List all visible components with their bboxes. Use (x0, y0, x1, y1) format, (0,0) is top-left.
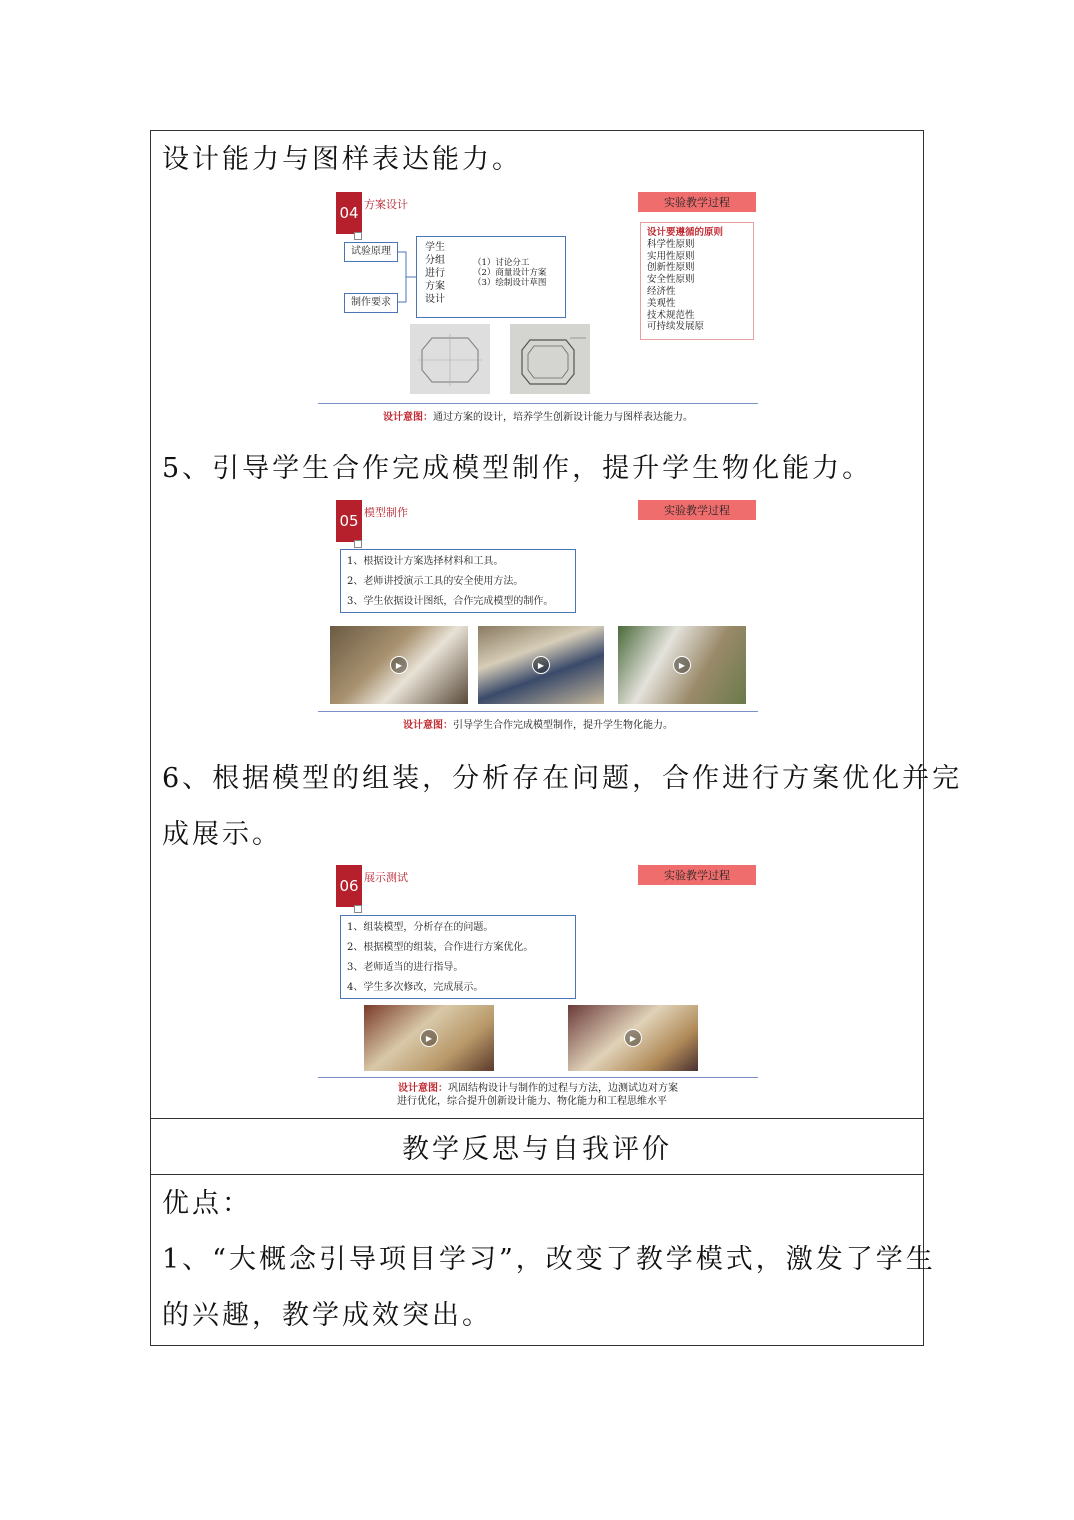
step-item: 1、组装模型，分析存在的问题。 (347, 922, 494, 933)
step-item: （2）商量设计方案 (473, 268, 547, 278)
table-row-divider (150, 1174, 924, 1175)
video-thumbnail[interactable] (618, 626, 746, 704)
slide-badge: 实验教学过程 (638, 865, 756, 885)
group-label-line: 方案 (425, 281, 445, 292)
body-line: 设计能力与图样表达能力。 (162, 144, 522, 175)
group-label-line: 设计 (425, 294, 445, 305)
slide-caption (318, 403, 758, 423)
video-thumbnail[interactable] (364, 1005, 494, 1071)
play-icon[interactable]: ▶ (532, 656, 550, 674)
slide-number: 06 (336, 865, 362, 907)
principles-box (640, 222, 754, 340)
step-item: 2、根据模型的组装，合作进行方案优化。 (347, 942, 534, 953)
merit-label: 优点： (162, 1188, 252, 1219)
step-item: 4、学生多次修改，完成展示。 (347, 982, 484, 993)
caption-text: 通过方案的设计，培养学生创新设计能力与图样表达能力。 (433, 412, 693, 423)
slide-badge: 实验教学过程 (638, 500, 756, 520)
caption-key: 设计意图： (403, 720, 453, 731)
group-label-line: 进行 (425, 268, 445, 279)
play-icon[interactable]: ▶ (420, 1029, 438, 1047)
slide-title: 展示测试 (364, 871, 408, 884)
play-icon[interactable]: ▶ (624, 1029, 642, 1047)
group-label-line: 学生 (425, 242, 445, 253)
step-item: 3、老师适当的进行指导。 (347, 962, 464, 973)
step-item: 2、老师讲授演示工具的安全使用方法。 (347, 576, 524, 587)
slide-model-making (318, 500, 758, 730)
caption-text: 进行优化，综合提升创新设计能力、物化能力和工程思维水平 (397, 1096, 667, 1107)
slide-number: 04 (336, 192, 362, 234)
principle-item: 可持续发展原 (647, 321, 705, 333)
label-principle: 试验原理 (344, 242, 398, 262)
sketch-image (410, 324, 490, 394)
caption-text: 引导学生合作完成模型制作，提升学生物化能力。 (453, 720, 673, 731)
caption-text: 巩固结构设计与制作的过程与方法，边测试边对方案 (448, 1083, 678, 1094)
principle-item: 科学性原则 (647, 238, 695, 250)
sketch-image (510, 324, 590, 394)
body-line: 5、引导学生合作完成模型制作，提升学生物化能力。 (162, 453, 873, 484)
group-label-line: 分组 (425, 255, 445, 266)
slide-caption (318, 711, 758, 731)
step-list (473, 258, 546, 288)
body-line: 成展示。 (162, 819, 282, 850)
bracket-connector (398, 250, 418, 306)
step-item: （1）讨论分工 (473, 258, 530, 268)
slide-caption (318, 1077, 758, 1108)
steps-box (340, 549, 576, 613)
body-line: 6、根据模型的组装，分析存在问题，合作进行方案优化并完 (162, 763, 963, 794)
slide-title: 方案设计 (364, 198, 408, 211)
section-header: 教学反思与自我评价 (402, 1133, 672, 1165)
play-icon[interactable]: ▶ (673, 656, 691, 674)
principle-item: 安全性原则 (647, 274, 695, 286)
slide-title: 模型制作 (364, 506, 408, 519)
principle-item: 技术规范性 (647, 309, 695, 321)
video-thumbnail[interactable] (568, 1005, 698, 1071)
step-item: （3）绘制设计草图 (473, 278, 547, 288)
slide-number: 05 (336, 500, 362, 542)
principle-item: 美观性 (647, 297, 676, 309)
body-line: 的兴趣，教学成效突出。 (162, 1300, 492, 1331)
step-item: 1、根据设计方案选择材料和工具。 (347, 556, 504, 567)
group-box (416, 236, 566, 318)
group-label (425, 241, 445, 306)
body-line: 1、“大概念引导项目学习”，改变了教学模式，激发了学生 (162, 1244, 936, 1275)
play-icon[interactable]: ▶ (390, 656, 408, 674)
principle-item: 经济性 (647, 285, 676, 297)
slide-badge: 实验教学过程 (638, 192, 756, 212)
slide-display-test (318, 865, 758, 1111)
video-thumbnail[interactable] (330, 626, 468, 704)
label-requirement: 制作要求 (344, 293, 398, 313)
caption-key: 设计意图： (383, 412, 433, 423)
principles-title: 设计要遵循的原则 (647, 227, 724, 238)
step-item: 3、学生依据设计图纸，合作完成模型的制作。 (347, 596, 554, 607)
video-thumbnail[interactable] (478, 626, 604, 704)
caption-key: 设计意图： (398, 1083, 448, 1094)
principle-item: 实用性原则 (647, 250, 695, 262)
steps-box (340, 915, 576, 999)
slide-scheme-design (318, 192, 758, 424)
principle-item: 创新性原则 (647, 262, 695, 274)
